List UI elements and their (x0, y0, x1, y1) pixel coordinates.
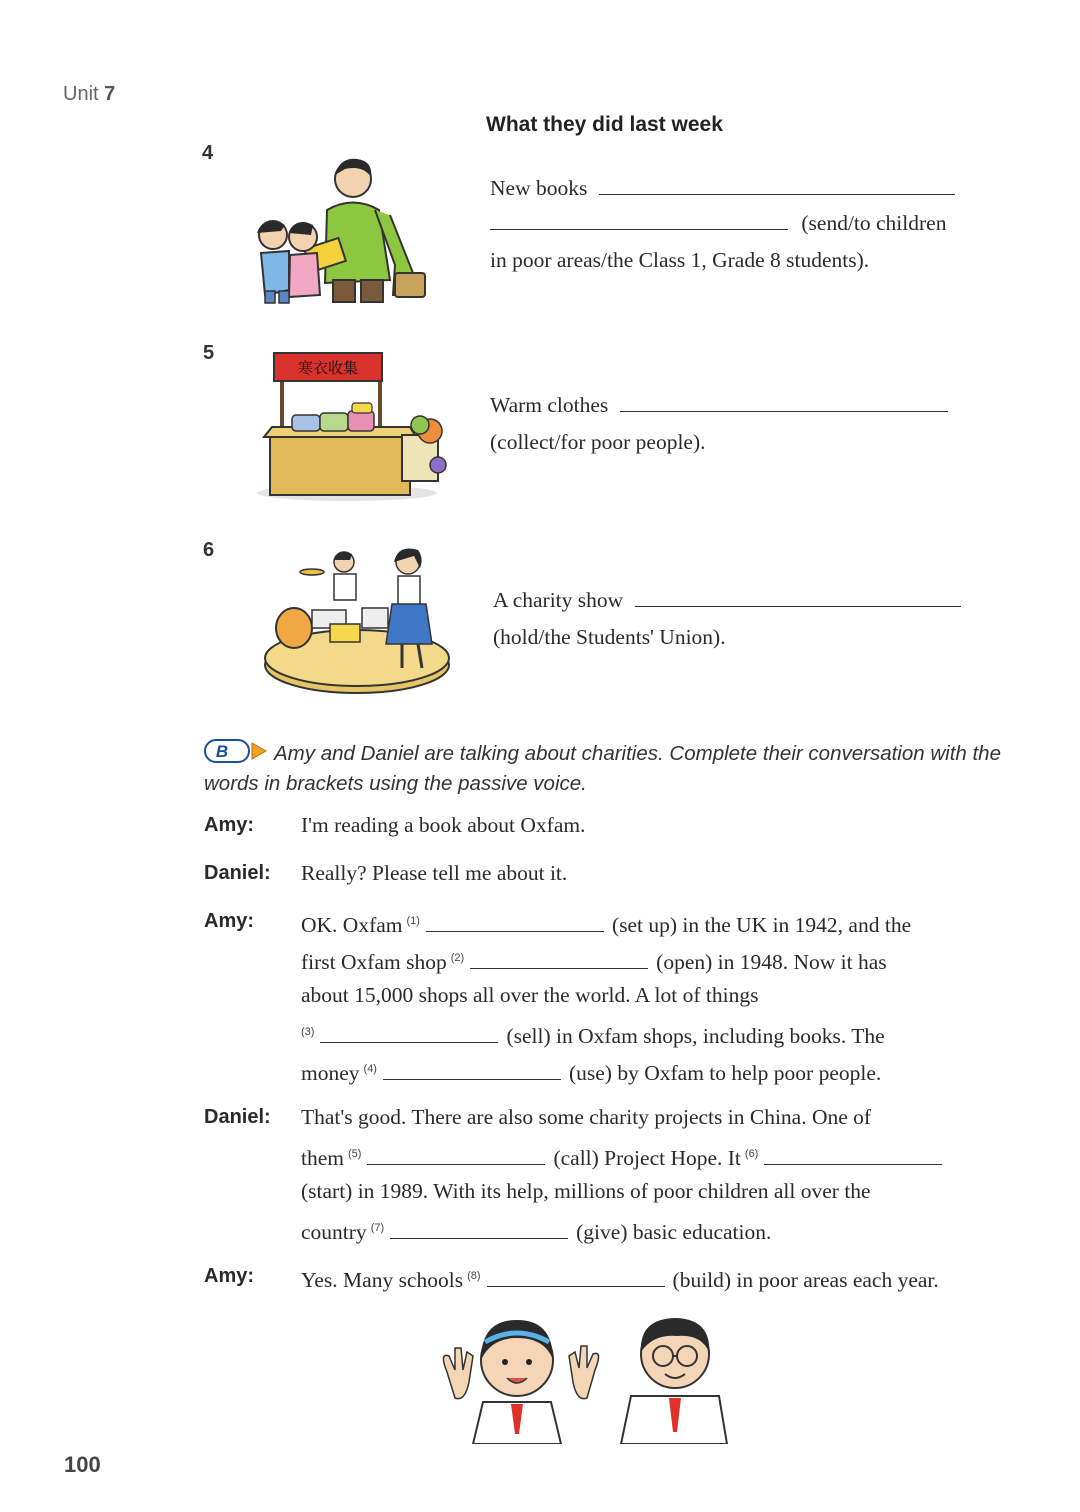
exercise-number-6: 6 (203, 539, 215, 561)
part-b-instruction (204, 739, 1034, 799)
ex5-line-1 (490, 387, 948, 424)
text: OK. Oxfam (301, 913, 403, 937)
answer-blank-ex6[interactable] (635, 588, 961, 607)
speech-amy-2-line-5 (301, 1051, 881, 1092)
page-number: 100 (64, 1452, 101, 1477)
speech-amy-2-line-4 (301, 1014, 885, 1055)
illustration-amy-and-daniel (425, 1312, 735, 1444)
text: (set up) in the UK in 1942, and the (611, 913, 912, 937)
stall-banner-text: 寒衣收集 (297, 359, 359, 377)
part-b-badge-letter: B (215, 742, 229, 761)
speech-daniel-2-line-1: That's good. There are also some charity projects in China. One of (301, 1105, 872, 1129)
answer-blank-3[interactable] (320, 1024, 498, 1043)
blank-number-7: (7) (370, 1222, 385, 1234)
ex4-line-2 (490, 205, 946, 242)
text: (give) basic education. (576, 1220, 772, 1244)
text: Yes. Many schools (301, 1268, 464, 1292)
text: country (301, 1220, 367, 1244)
ex6-text-1: A charity show (493, 588, 624, 612)
unit-header (63, 83, 115, 106)
text: (sell) in Oxfam shops, including books. The (506, 1024, 885, 1048)
illustration-charity-show (262, 540, 457, 700)
answer-blank-ex4a[interactable] (599, 176, 955, 195)
ex5-text-2: (collect/for poor people). (490, 430, 706, 454)
blank-number-3: (3) (301, 1026, 315, 1038)
illustration-clothes-stall (252, 345, 457, 505)
speaker-daniel-1: Daniel: (204, 862, 271, 884)
speaker-amy-1: Amy: (204, 814, 255, 836)
speaker-daniel-2: Daniel: (204, 1106, 271, 1128)
text: them (301, 1146, 344, 1170)
ex4-text-2: (send/to children (801, 211, 947, 235)
answer-blank-2[interactable] (470, 950, 648, 969)
ex4-text-1: New books (490, 176, 588, 200)
speech-amy-2-line-1 (301, 903, 911, 944)
ex4-text-3: in poor areas/the Class 1, Grade 8 students). (490, 248, 870, 272)
speech-daniel-2-line-3: (start) in 1989. With its help, millions of poor children all over the (301, 1179, 871, 1203)
ex6-text-2: (hold/the Students' Union). (493, 625, 726, 649)
text: (open) in 1948. Now it has (656, 950, 887, 974)
answer-blank-ex4b[interactable] (490, 211, 788, 230)
speech-daniel-2-line-2 (301, 1136, 942, 1177)
speech-amy-2-line-2 (301, 940, 887, 981)
ex6-line-1 (493, 582, 961, 619)
text: money (301, 1061, 360, 1085)
speaker-amy-3: Amy: (204, 1265, 255, 1287)
text: (call) Project Hope. It (553, 1146, 741, 1170)
blank-number-4: (4) (363, 1063, 377, 1075)
section-title: What they did last week (486, 113, 723, 136)
speech-amy-2-line-3: about 15,000 shops all over the world. A lot of things (301, 983, 759, 1007)
speech-amy-3-line-1 (301, 1258, 939, 1299)
unit-label: Unit (63, 83, 99, 105)
answer-blank-5[interactable] (367, 1146, 545, 1165)
answer-blank-ex5[interactable] (620, 393, 948, 412)
part-b-badge-icon (204, 739, 268, 763)
blank-number-2: (2) (450, 952, 465, 964)
blank-number-8: (8) (467, 1270, 481, 1282)
speech-daniel-1: Really? Please tell me about it. (301, 861, 568, 885)
answer-blank-8[interactable] (487, 1268, 665, 1287)
answer-blank-4[interactable] (383, 1061, 561, 1080)
illustration-book-giving (245, 155, 435, 310)
unit-number: 7 (104, 83, 116, 105)
speech-daniel-2-line-4 (301, 1210, 771, 1251)
blank-number-6: (6) (744, 1148, 759, 1160)
answer-blank-1[interactable] (426, 913, 604, 932)
text: (use) by Oxfam to help poor people. (568, 1061, 882, 1085)
ex5-text-1: Warm clothes (490, 393, 609, 417)
text: first Oxfam shop (301, 950, 447, 974)
speaker-amy-2: Amy: (204, 910, 255, 932)
part-b-instruction-text: Amy and Daniel are talking about charities. Complete their conversation with the words in brackets using the passive voice. (204, 742, 1001, 795)
answer-blank-6[interactable] (764, 1146, 942, 1165)
speech-amy-1: I'm reading a book about Oxfam. (301, 813, 586, 837)
answer-blank-7[interactable] (390, 1220, 568, 1239)
text: (build) in poor areas each year. (672, 1268, 939, 1292)
blank-number-5: (5) (348, 1148, 362, 1160)
blank-number-1: (1) (406, 915, 420, 927)
exercise-number-5: 5 (203, 342, 215, 364)
ex4-line-1 (490, 170, 955, 207)
exercise-number-4: 4 (202, 142, 214, 164)
